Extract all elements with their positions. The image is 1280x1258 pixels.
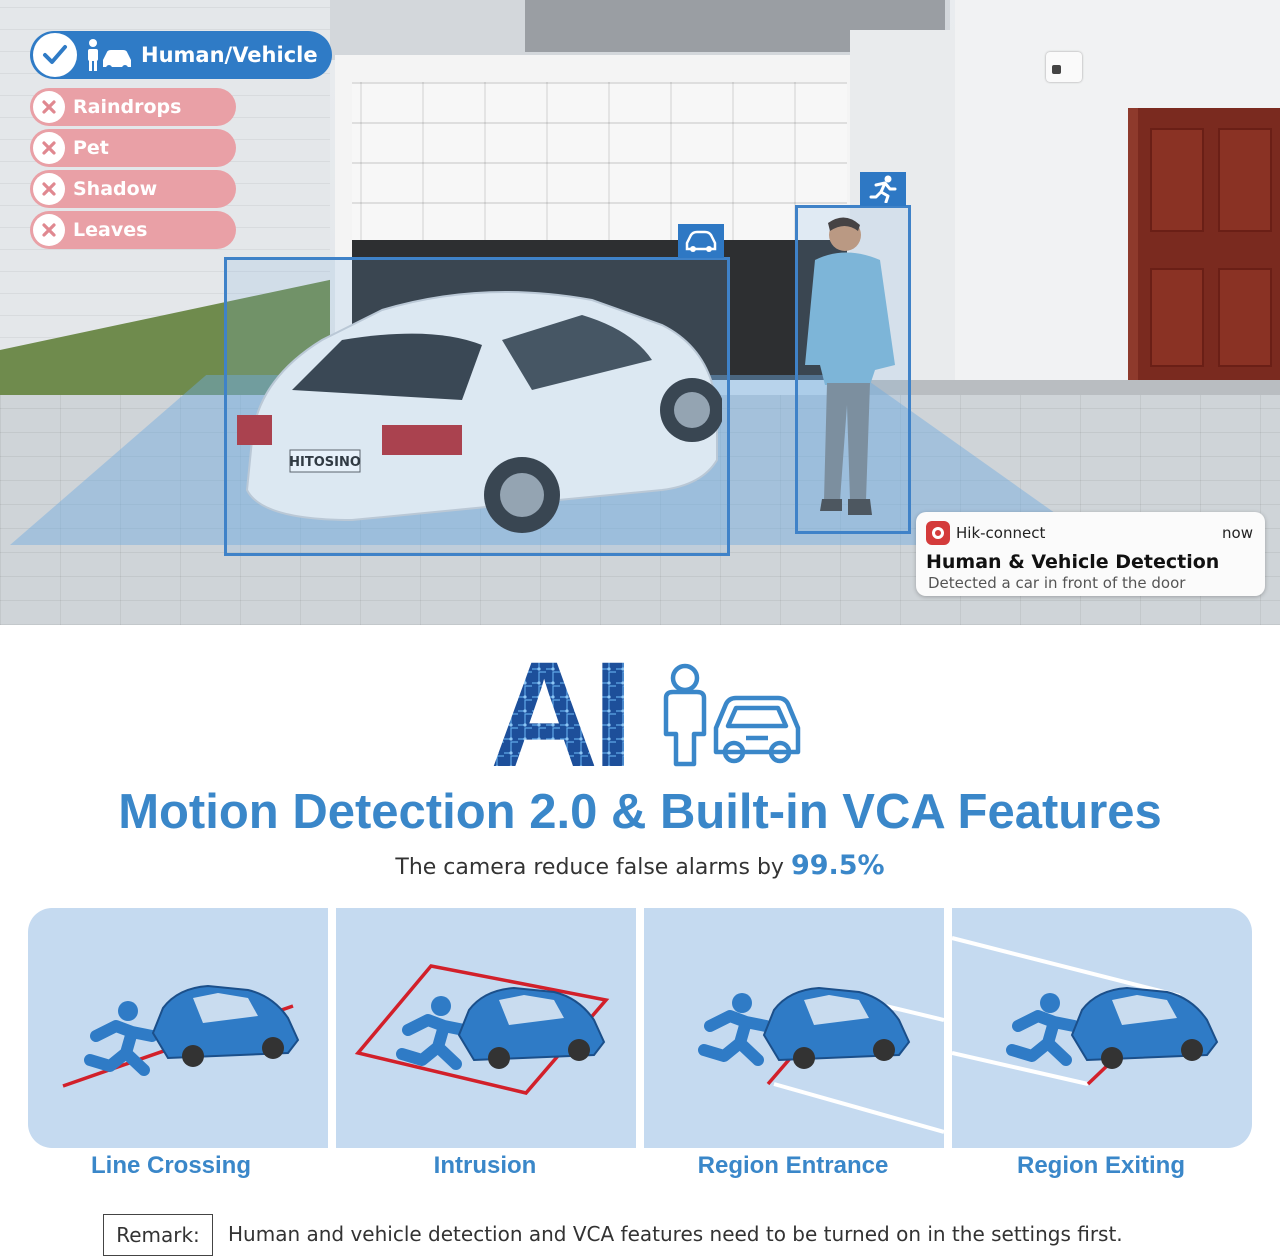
remark-label: Remark: (103, 1214, 213, 1256)
region-exiting-panel (952, 908, 1252, 1148)
x-icon (33, 173, 65, 205)
vehicle-detection-box (224, 257, 730, 556)
door-panel (1218, 268, 1272, 367)
vehicle-tag (678, 224, 724, 258)
filter-pet-disabled (30, 129, 236, 167)
intrusion-panel (336, 908, 636, 1148)
x-icon (33, 91, 65, 123)
page-headline: Motion Detection 2.0 & Built-in VCA Features (118, 785, 1162, 839)
feature-label-region-exiting: Region Exiting (1017, 1152, 1185, 1179)
notification-body: Detected a car in front of the door (928, 574, 1186, 592)
filter-label: Raindrops (73, 96, 182, 118)
garage-door (352, 82, 847, 242)
filter-raindrops-disabled (30, 88, 236, 126)
blue-car-icon (1072, 988, 1217, 1069)
front-door (1128, 108, 1280, 388)
subline-text: The camera reduce false alarms by (395, 855, 784, 880)
check-icon (33, 33, 77, 77)
filter-human-vehicle-enabled (30, 31, 332, 79)
reduction-percentage: 99.5% (790, 850, 885, 881)
running-person-icon (868, 175, 898, 203)
false-alarm-reduction (0, 850, 1280, 881)
line-crossing-panel (28, 908, 328, 1148)
feature-label-line-crossing: Line Crossing (90, 1152, 252, 1179)
security-camera-icon (1046, 52, 1082, 82)
filter-shadow-disabled (30, 170, 236, 208)
detection-scene (0, 0, 1280, 625)
blue-car-icon (153, 986, 298, 1067)
hik-connect-app-icon (926, 521, 950, 545)
x-icon (33, 132, 65, 164)
ai-logo (490, 648, 810, 770)
region-entrance-panel (644, 908, 944, 1148)
filter-label: Pet (73, 137, 109, 159)
human-vehicle-icon (85, 38, 133, 72)
filter-label: Leaves (73, 219, 148, 241)
region-exiting-illustration (952, 908, 1252, 1148)
human-tag (860, 172, 906, 206)
car-outline-icon (716, 698, 798, 761)
push-notification[interactable] (916, 512, 1265, 596)
region-entrance-illustration (644, 908, 944, 1148)
filter-leaves-disabled (30, 211, 236, 249)
line-crossing-illustration (28, 908, 328, 1148)
filter-label: Shadow (73, 178, 158, 200)
feature-label-region-entrance: Region Entrance (697, 1152, 889, 1179)
feature-label-intrusion: Intrusion (433, 1152, 537, 1179)
remark-text: Human and vehicle detection and VCA features need to be turned on in the settings first. (228, 1222, 1123, 1246)
notification-title: Human & Vehicle Detection (926, 551, 1220, 573)
running-person-icon (704, 993, 766, 1060)
vca-features-panels (28, 908, 1252, 1148)
notification-app-name: Hik-connect (956, 524, 1046, 542)
door-panel (1150, 268, 1204, 367)
door-panel (1218, 128, 1272, 232)
human-detection-box (795, 205, 911, 534)
car-icon (683, 229, 719, 253)
notification-time: now (1222, 524, 1253, 542)
x-icon (33, 214, 65, 246)
running-person-icon (1012, 993, 1074, 1060)
license-plate: HITOSINO (289, 455, 361, 470)
blue-car-icon (459, 988, 604, 1069)
ai-logo-text: AI (490, 648, 628, 770)
blue-car-icon (764, 988, 909, 1069)
person-outline-icon (666, 666, 704, 764)
intrusion-illustration (336, 908, 636, 1148)
filter-label: Human/Vehicle (141, 43, 318, 67)
door-panel (1150, 128, 1204, 232)
running-person-icon (402, 996, 464, 1064)
